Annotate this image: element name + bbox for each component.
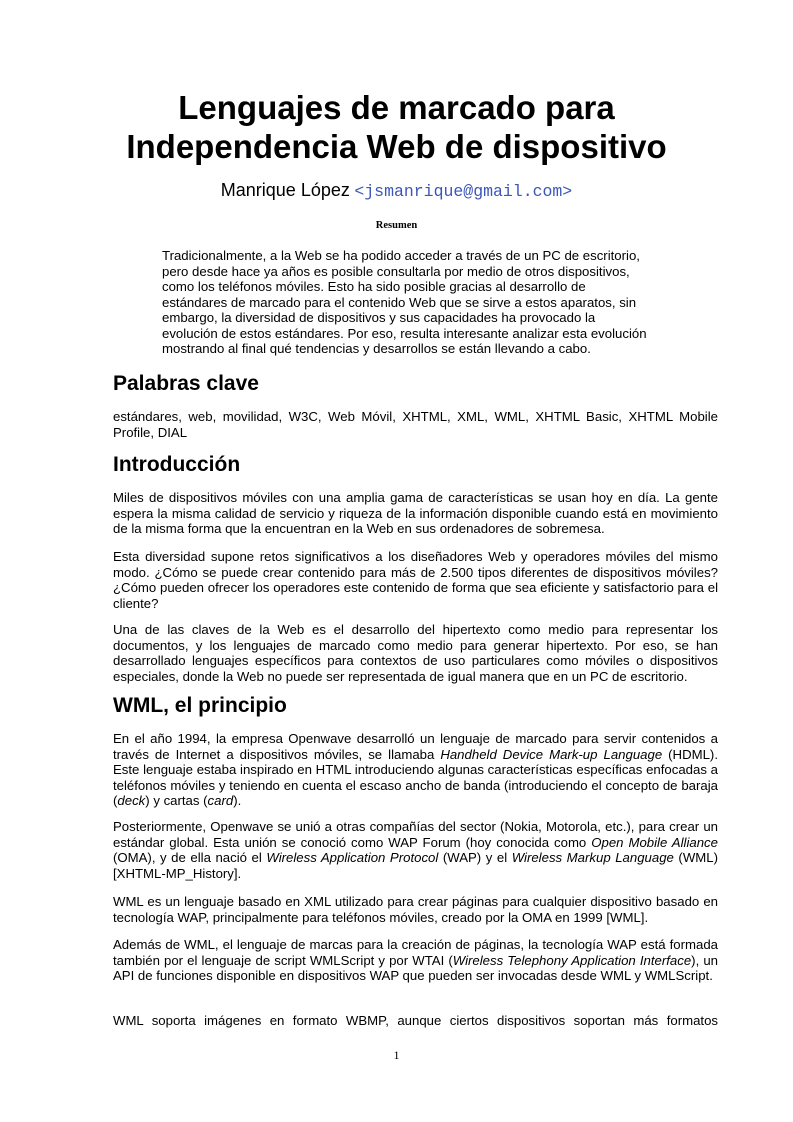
wml-p1-term-deck: deck — [117, 793, 146, 808]
wml-p2-term-wml: Wireless Markup Language — [511, 850, 674, 865]
wml-p2-text-d: (WML) [XHTML-MP_History]. — [113, 850, 718, 881]
wml-p4-term-wtai: Wireless Telephony Application Interface — [452, 952, 692, 968]
wml-p2-term-wap: Wireless Application Protocol — [266, 850, 439, 865]
paper-title — [60, 88, 733, 166]
section-heading-wml: WML, el principio — [113, 694, 287, 717]
author-name: Manrique López — [220, 180, 350, 200]
author-email[interactable]: <jsmanrique@gmail.com> — [354, 182, 573, 201]
wml-paragraph-4 — [113, 937, 718, 984]
wml-p1-text-d: ). — [233, 793, 242, 808]
wml-paragraph-1 — [113, 731, 718, 809]
title-line-2: Independencia Web de dispositivo — [126, 128, 667, 165]
wml-p1-term-hdml: Handheld Device Mark-up Language — [440, 746, 663, 762]
abstract-text: Tradicionalmente, a la Web se ha podido acceder a través de un PC de escritorio, pero desde hace ya años es posible consultarla por medio de otros dispositivos, como los teléfonos móviles. Esto ha sido posible gracias al desarrollo de estándares de marcado para el contenido Web que se sirve a estos aparatos, sin embargo, la diversidad de dispositivos y sus capacidades ha provocado la evolución de estos estándares. Por eso, resulta interesante analizar esta evolución mostrando al final qué tendencias y desarrollos se están llevando a cabo. — [162, 248, 647, 356]
wml-p1-term-card: card — [207, 793, 234, 808]
abstract-heading: Resumen — [375, 220, 418, 231]
wml-p1-text-c: ) y cartas ( — [145, 793, 208, 808]
wml-p1-text-b: (HDML). Este lenguaje estaba inspirado en HTML introduciendo algunas características específicas enfocadas a teléfonos móviles y teniendo en cuenta el escaso ancho de banda (introduciendo el concepto de baraja ( — [113, 746, 718, 808]
wml-p2-term-oma: Open Mobile Alliance — [591, 834, 718, 850]
wml-p4-text-b: ), un API de funciones disponible en dispositivos WAP que pueden ser invocadas desde WML y WMLScript. — [113, 952, 718, 983]
wml-paragraph-2 — [113, 819, 718, 881]
wml-paragraph-5: WML soporta imágenes en formato WBMP, aunque ciertos dispositivos soportan más formatos — [113, 1013, 718, 1028]
intro-paragraph-3: Una de las claves de la Web es el desarrollo del hipertexto como medio para representar los documentos, y los lenguajes de marcado como medio para generar hipertexto. Por eso, se han desarrollado lenguajes específicos para contextos de uso particulares como móviles o dispositivos especiales, donde la Web no puede ser representada de igual manera que en un PC de escritorio. — [113, 622, 718, 684]
section-heading-keywords: Palabras clave — [113, 372, 259, 395]
wml-p1-text-a: En el año 1994, la empresa Openwave desarrolló un lenguaje de marcado para servir contenidos a través de Internet a dispositivos móviles, se llamaba — [113, 731, 718, 762]
section-heading-intro: Introducción — [113, 453, 241, 476]
wml-p2-text-a: Posteriormente, Openwave se unió a otras compañías del sector (Nokia, Motorola, etc.), para crear un estándar global. Esta unión se conoció como WAP Forum (hoy conocida como — [113, 819, 718, 850]
intro-paragraph-1: Miles de dispositivos móviles con una amplia gama de características se usan hoy en día. La gente espera la misma calidad de servicio y riqueza de la información disponible cuando está en movimiento de la misma forma que la encuentran en la Web en sus ordenadores de sobremesa. — [113, 490, 718, 536]
page-number: 1 — [393, 1048, 400, 1062]
intro-paragraph-2: Esta diversidad supone retos significativos a los diseñadores Web y operadores móviles del mismo modo. ¿Cómo se puede crear contenido para más de 2.500 tipos diferentes de dispositivos móviles? ¿Cómo pueden ofrecer los operadores este contenido de forma que sea eficiente y satisfactorio para el cliente? — [113, 549, 718, 611]
author-line — [60, 179, 733, 203]
wml-p2-text-c: (WAP) y el — [438, 850, 512, 865]
keywords-text: estándares, web, movilidad, W3C, Web Móvil, XHTML, XML, WML, XHTML Basic, XHTML Mobile Profile, DIAL — [113, 409, 718, 440]
title-line-1: Lenguajes de marcado para — [178, 89, 615, 126]
wml-p4-text-a: Además de WML, el lenguaje de marcas para la creación de páginas, la tecnología WAP está formada también por el lenguaje de script WMLScript y por WTAI ( — [113, 937, 718, 968]
wml-paragraph-3: WML es un lenguaje basado en XML utilizado para crear páginas para cualquier dispositivo basado en tecnología WAP, principalmente para teléfonos móviles, creado por la OMA en 1999 [WML]. — [113, 894, 718, 925]
wml-p2-text-b: (OMA), y de ella nació el — [113, 850, 267, 865]
